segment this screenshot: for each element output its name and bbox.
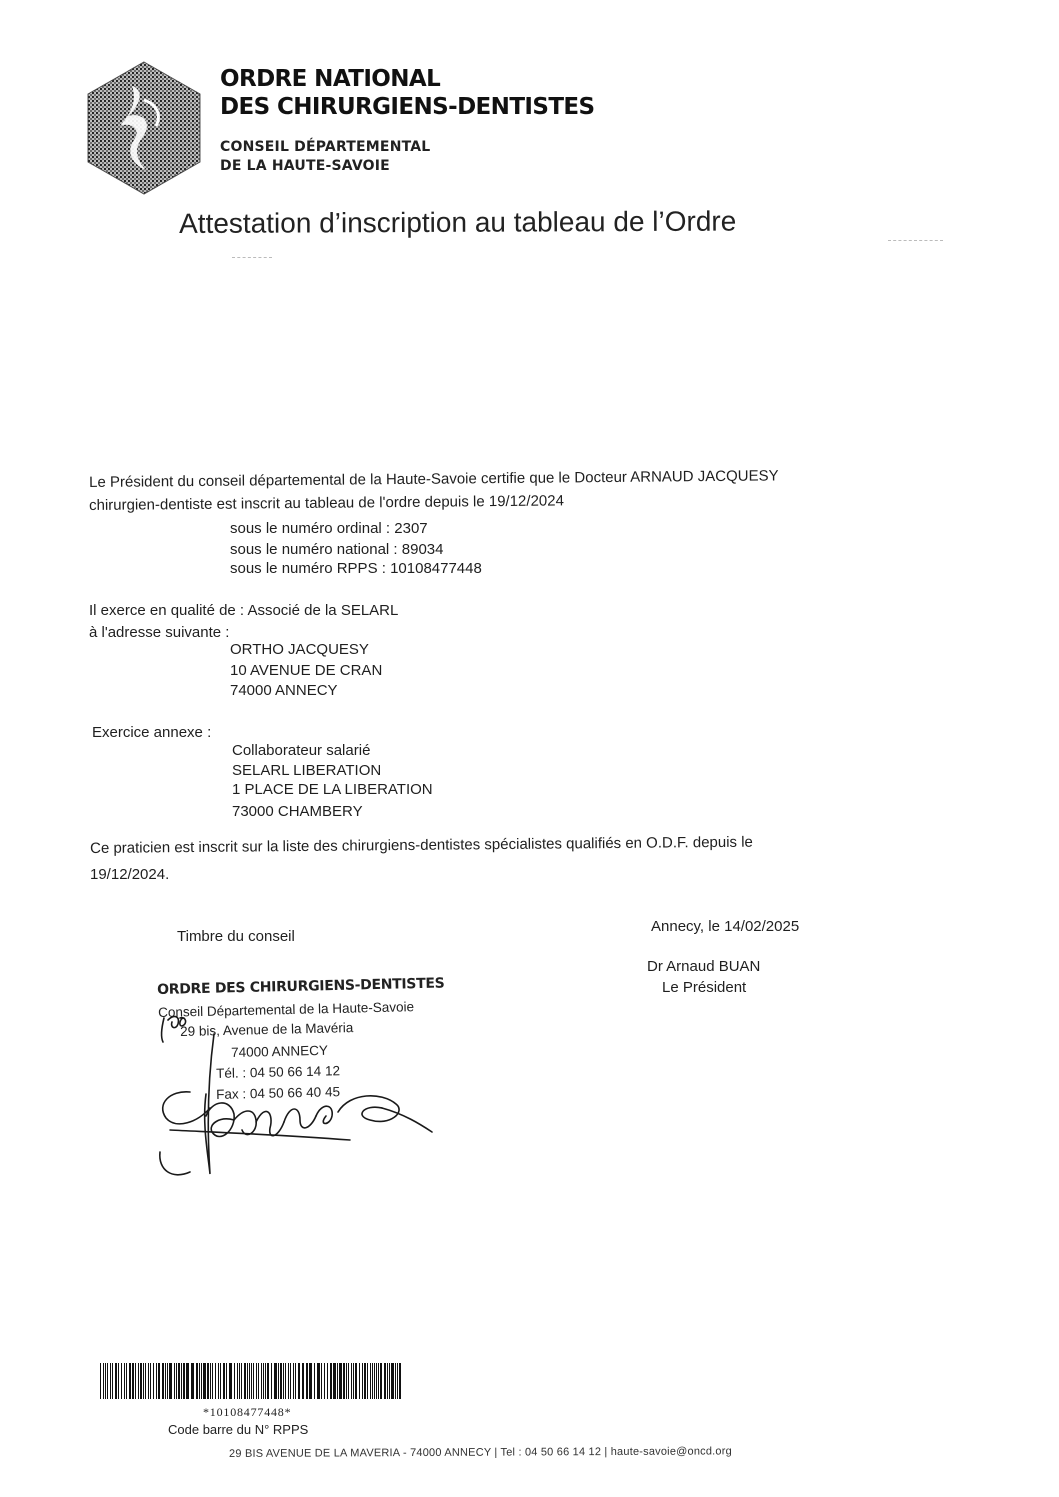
barcode-bar — [239, 1363, 240, 1399]
annex-line: SELARL LIBERATION — [232, 762, 382, 779]
barcode-bar — [351, 1363, 352, 1399]
place-date: Annecy, le 14/02/2025 — [651, 918, 800, 935]
barcode-bar — [247, 1363, 248, 1399]
barcode-bar — [389, 1363, 390, 1399]
barcode-bar — [153, 1363, 154, 1399]
barcode-bar — [285, 1363, 286, 1399]
barcode-bar — [203, 1363, 206, 1399]
barcode-bar — [115, 1363, 117, 1399]
stamp-title: ORDRE DES CHIRURGIENS-DENTISTES — [157, 975, 445, 998]
barcode-bar — [380, 1363, 382, 1399]
barcode-bar — [156, 1363, 157, 1399]
org-name-line2: DES CHIRURGIENS-DENTISTES — [220, 94, 595, 120]
barcode-label: Code barre du N° RPPS — [168, 1422, 309, 1437]
barcode-bar — [150, 1363, 151, 1399]
barcode-bar — [226, 1363, 227, 1399]
barcode-bar — [353, 1363, 354, 1399]
barcode-bar — [387, 1363, 388, 1399]
council-line1: CONSEIL DÉPARTEMENTAL — [220, 139, 431, 155]
barcode-bar — [391, 1363, 394, 1399]
barcode-bar — [181, 1363, 182, 1399]
barcode-bar — [367, 1363, 368, 1399]
stamp-line: 74000 ANNECY — [231, 1042, 329, 1060]
barcode-bar — [196, 1363, 198, 1399]
signer-title: Le Président — [662, 979, 747, 996]
annex-line: Collaborateur salarié — [232, 742, 371, 759]
barcode-bar — [253, 1363, 254, 1399]
barcode-bar — [306, 1363, 308, 1399]
barcode-bar — [199, 1363, 200, 1399]
barcode-bar — [327, 1363, 328, 1399]
barcode-bar — [384, 1363, 386, 1399]
barcode-bar — [148, 1363, 149, 1399]
specialist-line1: Ce praticien est inscrit sur la liste des chirurgiens-dentistes spécialistes qualifiés en O.D.F. depuis le — [90, 833, 753, 857]
footer-contact: 29 BIS AVENUE DE LA MAVERIA - 74000 ANNECY | Tel : 04 50 66 14 12 | haute-savoie@oncd.org — [229, 1445, 732, 1460]
specialist-line2: 19/12/2024. — [90, 866, 170, 883]
barcode-bar — [103, 1363, 104, 1399]
cert-line2: chirurgien-dentiste est inscrit au tableau de l'ordre depuis le 19/12/2024 — [89, 492, 564, 514]
barcode-bar — [376, 1363, 377, 1399]
barcode-bar — [302, 1363, 304, 1399]
barcode-bar — [135, 1363, 136, 1399]
barcode-bar — [138, 1363, 139, 1399]
barcode-bar — [324, 1363, 325, 1399]
barcode-bar — [176, 1363, 177, 1399]
barcode-bar — [107, 1363, 108, 1399]
barcode-bar — [378, 1363, 379, 1399]
address-line: 10 AVENUE DE CRAN — [230, 662, 383, 679]
barcode-bar — [100, 1363, 101, 1399]
ordinal-number: sous le numéro ordinal : 2307 — [230, 520, 428, 537]
stamp-line: 29 bis, Avenue de la Mavéria — [180, 1020, 354, 1039]
barcode-bar — [309, 1363, 312, 1399]
barcode-bar — [364, 1363, 366, 1399]
barcode-bar — [293, 1363, 294, 1399]
barcode-bar — [207, 1363, 209, 1399]
barcode-bar — [278, 1363, 279, 1399]
barcode-bar — [218, 1363, 219, 1399]
barcode-bar — [124, 1363, 125, 1399]
barcode-bar — [201, 1363, 202, 1399]
barcode-bar — [355, 1363, 357, 1399]
barcode-bar — [167, 1363, 168, 1399]
barcode-bar — [295, 1363, 296, 1399]
barcode-bar — [321, 1363, 322, 1399]
barcode-bar — [145, 1363, 146, 1399]
barcode-bar — [186, 1363, 189, 1399]
barcode-bar — [346, 1363, 347, 1399]
address-line: ORTHO JACQUESY — [230, 641, 369, 658]
signer-name: Dr Arnaud BUAN — [647, 958, 761, 975]
signature-icon — [150, 1004, 450, 1194]
barcode-bar — [229, 1363, 232, 1399]
barcode-bar — [370, 1363, 371, 1399]
address-label: à l'adresse suivante : — [89, 624, 230, 641]
barcode-bar — [348, 1363, 349, 1399]
barcode-bar — [140, 1363, 142, 1399]
barcode-bar — [126, 1363, 127, 1399]
barcode-bar — [223, 1363, 225, 1399]
barcode-bar — [165, 1363, 166, 1399]
barcode-bar — [143, 1363, 144, 1399]
barcode-bar — [210, 1363, 211, 1399]
barcode-bar — [265, 1363, 266, 1399]
barcode-bar — [174, 1363, 175, 1399]
barcode-bar — [330, 1363, 332, 1399]
barcode-bar — [249, 1363, 250, 1399]
barcode-bar — [220, 1363, 221, 1399]
stamp-line: Fax : 04 50 66 40 45 — [216, 1084, 341, 1102]
barcode-bar — [397, 1363, 398, 1399]
council-line2: DE LA HAUTE-SAVOIE — [220, 158, 390, 174]
barcode-bar — [191, 1363, 194, 1399]
barcode-bar — [267, 1363, 269, 1399]
barcode-bar — [399, 1363, 401, 1399]
barcode-bar — [237, 1363, 238, 1399]
barcode-bar — [283, 1363, 284, 1399]
barcode-bar — [129, 1363, 131, 1399]
barcode-icon — [100, 1363, 405, 1399]
barcode-bar — [132, 1363, 134, 1399]
barcode-bar — [317, 1363, 320, 1399]
barcode-bar — [121, 1363, 122, 1399]
barcode-bar — [162, 1363, 164, 1399]
barcode-bar — [374, 1363, 375, 1399]
barcode-bar — [112, 1363, 113, 1399]
barcode-bar — [241, 1363, 242, 1399]
annex-label: Exercice annexe : — [92, 724, 212, 741]
barcode-bar — [169, 1363, 172, 1399]
barcode-bar — [372, 1363, 373, 1399]
annex-line: 1 PLACE DE LA LIBERATION — [232, 781, 433, 798]
barcode-bar — [183, 1363, 185, 1399]
barcode-bar — [105, 1363, 106, 1399]
barcode-bar — [339, 1363, 342, 1399]
barcode-bar — [244, 1363, 246, 1399]
scan-artifact — [888, 240, 943, 242]
barcode-bar — [288, 1363, 289, 1399]
barcode-bar — [271, 1363, 272, 1399]
barcode-bar — [234, 1363, 235, 1399]
barcode-bar — [298, 1363, 300, 1399]
barcode-bar — [215, 1363, 216, 1399]
barcode-bar — [333, 1363, 336, 1399]
rpps-number: sous le numéro RPPS : 10108477448 — [230, 560, 482, 577]
barcode-bar — [343, 1363, 345, 1399]
annex-line: 73000 CHAMBERY — [232, 803, 363, 820]
barcode-bar — [212, 1363, 213, 1399]
barcode-bar — [110, 1363, 111, 1399]
national-number: sous le numéro national : 89034 — [230, 541, 444, 558]
barcode-text: *10108477448* — [203, 1405, 292, 1419]
barcode-bar — [314, 1363, 315, 1399]
barcode-bar — [359, 1363, 360, 1399]
barcode-bar — [274, 1363, 277, 1399]
barcode-bar — [280, 1363, 282, 1399]
barcode-bar — [261, 1363, 262, 1399]
barcode-bar — [362, 1363, 363, 1399]
stamp-label: Timbre du conseil — [177, 928, 295, 945]
address-line: 74000 ANNECY — [230, 682, 338, 699]
stamp-line: Conseil Départemental de la Haute-Savoie — [158, 999, 415, 1020]
barcode-bar — [158, 1363, 160, 1399]
barcode-bar — [395, 1363, 396, 1399]
scan-artifact — [232, 257, 272, 259]
barcode-bar — [256, 1363, 257, 1399]
barcode-bar — [290, 1363, 291, 1399]
org-name-line1: ORDRE NATIONAL — [220, 66, 441, 92]
barcode-bar — [258, 1363, 259, 1399]
stamp-line: Tél. : 04 50 66 14 12 — [216, 1063, 341, 1081]
cert-line1: Le Président du conseil départemental de la Haute-Savoie certifie que le Docteur ARNAUD JACQUESY — [89, 467, 779, 491]
barcode-bar — [263, 1363, 264, 1399]
barcode-bar — [178, 1363, 180, 1399]
practice-quality: Il exerce en qualité de : Associé de la SELARL — [89, 602, 399, 619]
barcode-bar — [118, 1363, 119, 1399]
ordre-logo-icon — [84, 60, 204, 196]
document-title: Attestation d’inscription au tableau de l’Ordre — [179, 205, 737, 239]
barcode-bar — [337, 1363, 338, 1399]
barcode-bar — [251, 1363, 252, 1399]
